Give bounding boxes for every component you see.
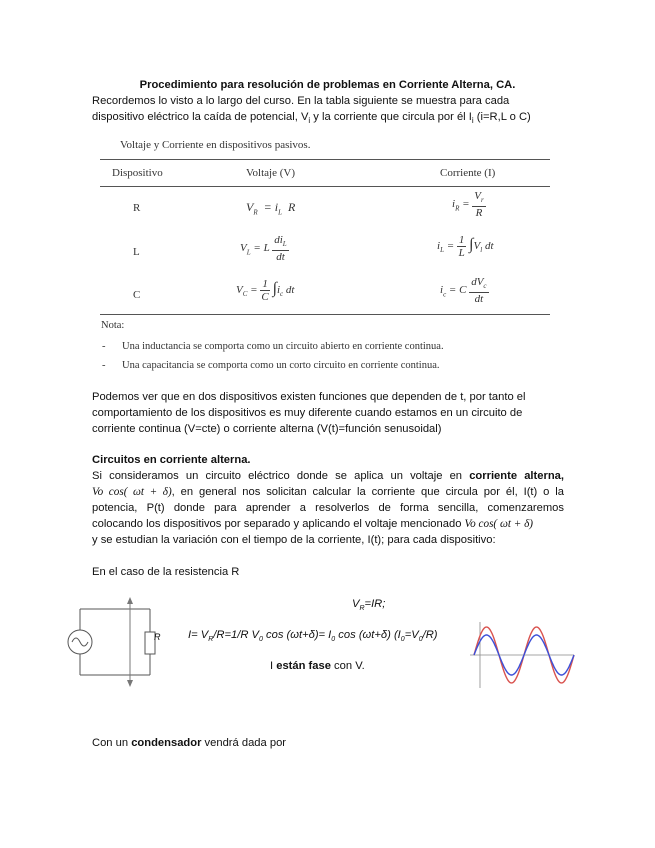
in-phase-waveform [466,620,576,690]
table-cell-voltage-r: $V_R = i_L$ R [246,200,296,217]
capacitor-heading [92,735,286,751]
measure-arrow-top [127,597,133,604]
resistor-label: R [154,632,161,642]
intro-line-2-mid: y la corriente que circula por él I [310,111,472,123]
section-title: Circuitos en corriente alterna. [92,454,251,466]
table-bottom-rule [100,314,550,315]
intro-sub-i: i [471,116,474,126]
table-cell-current-c: $i_c = C$ $\frac{dV_c}{dt}$ [440,276,487,306]
table-cell-current-r: $i_R$ = $\frac{V_r}{R}$ [452,190,484,220]
paragraph-2-line-1 [92,468,564,484]
phase-bold: están fase [276,660,331,672]
measure-arrow-bottom [127,680,133,687]
phase-post: con V. [330,660,365,672]
paragraph-1-line-1: Podemos ver que en dos dispositivos existen funciones que dependen de t, por tanto el [92,391,526,403]
note-title: Nota: [101,320,125,331]
intro-line-2 [92,109,531,129]
table-cell-current-l: $i_L$ = $\frac{1}{L}$ $\int V_l$ dt [437,234,494,259]
page-title: Procedimiento para resolución de problemas en Corriente Alterna, CA. [139,79,516,91]
intro-sub-v: i [308,116,311,126]
p2-l2-math: Vo cos( ωt + δ) [92,486,172,498]
table-cell-device-c: C [133,289,141,301]
note-item-2: Una capacitancia se comporta como un corto circuito en corriente continua. [122,360,440,371]
p2-l1-bold: corriente alterna, [469,470,565,482]
resistance-phase-text [270,658,365,674]
p2-l1-pre: Si consideramos un circuito eléctrico donde se aplica un voltaje en [92,470,470,482]
paragraph-2-line-2 [92,484,564,500]
resistance-eq-1: $V_R=IR$; [352,598,386,613]
table-header-voltage: Voltaje (V) [246,167,295,179]
paragraph-2-line-5: y se estudian la variación con el tiempo de la corriente, I(t); para cada dispositivo: [92,534,496,546]
phase-pre: I [270,660,277,672]
intro-line-2-post: (i=R,L o C) [473,111,531,123]
note-dash-2: - [102,360,106,371]
table-cell-voltage-c: $V_C$ = $\frac{1}{C}$ $\int i_c$ dt [236,278,295,303]
paragraph-2-line-3: potencia, P(t) donde para aprender a resolverlos de forma sencilla, comenzaremos [92,502,564,514]
table-cell-voltage-l: $V_L = L$ $\frac{di_L}{dt}$ [240,234,287,264]
table-caption: Voltaje y Corriente en dispositivos pasivos. [120,139,311,151]
intro-line-1: Recordemos lo visto a lo largo del curso. En la tabla siguiente se muestra para cada [92,95,510,107]
table-header-current: Corriente (I) [440,167,496,179]
table-cell-device-r: R [133,202,141,214]
table-header-rule [100,186,550,187]
p2-l4-pre: colocando los dispositivos por separado y aplicando el voltaje mencionado [92,518,465,530]
table-cell-device-l: L [133,246,140,258]
resistance-heading: En el caso de la resistencia R [92,566,240,578]
resistor-circuit-diagram [60,592,180,692]
paragraph-1-line-3: corriente continua (V=cte) o corriente alterna (V(t)=función senusoidal) [92,423,442,435]
paragraph-1-line-2: comportamiento de los dispositivos es muy diferente cuando estamos en un circuito de [92,407,523,419]
cap-post: vendrá dada por [201,737,287,749]
note-item-1: Una inductancia se comporta como un circuito abierto en corriente continua. [122,341,444,352]
p2-l2-post: , en general nos solicitan calcular la corriente que circula por él, I(t) o la [171,486,564,498]
p2-l4-math: Vo cos( ωt + δ) [464,518,534,530]
ac-wave-glyph [72,638,88,646]
cap-bold: condensador [131,737,202,749]
resistance-eq-2: $I= V_R/R=1/R$ $V_0$ $\cos (\omega t+\delta)= I_0$ cos (ωt+δ) $(I_0=V_0/R)$ [188,629,438,644]
paragraph-2-line-4 [92,516,564,532]
cap-pre: Con un [92,737,132,749]
table-header-device: Dispositivo [112,167,163,179]
note-dash-1: - [102,341,106,352]
intro-line-2-pre: dispositivo eléctrico la caída de potencial, V [92,111,309,123]
table-top-rule [100,159,550,160]
